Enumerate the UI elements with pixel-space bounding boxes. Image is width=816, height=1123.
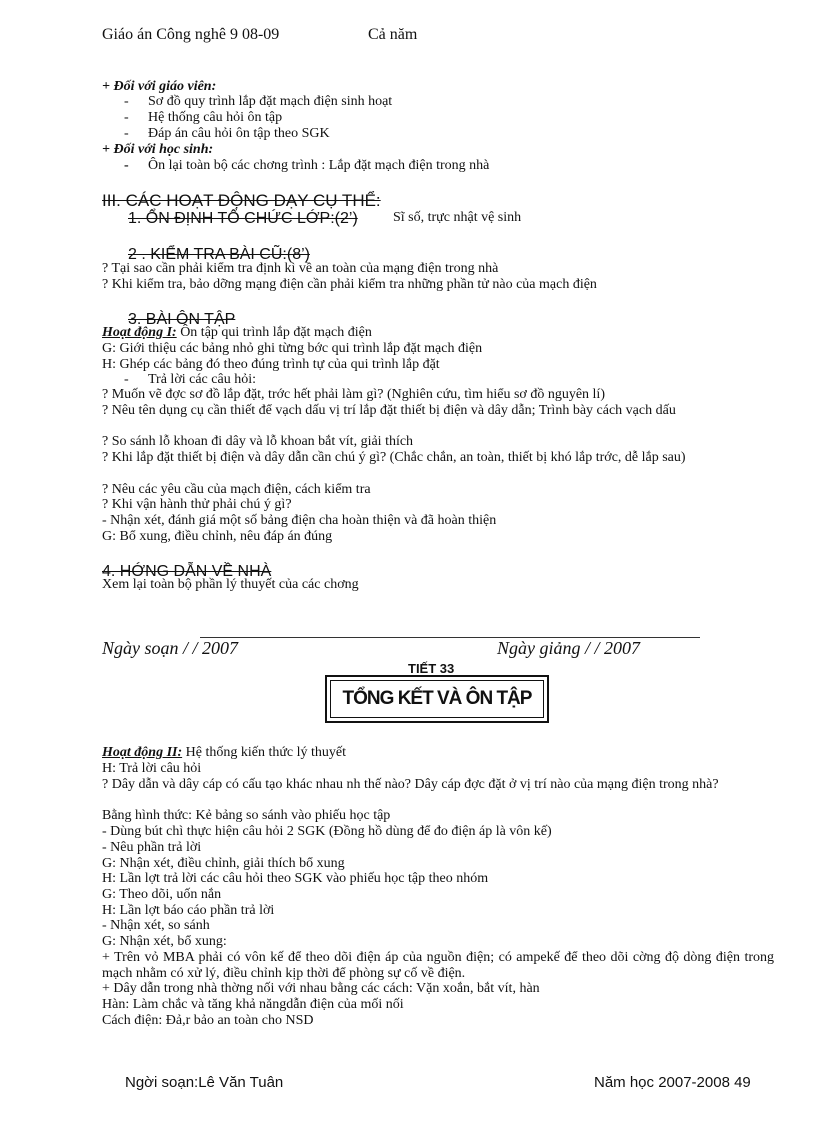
item1-title: 1. ỔN ĐỊNH TỔ CHỨC LỚP:(2’)	[128, 210, 358, 227]
activity2-line: + Dây dẫn trong nhà thờng nối với nhau bằng các cách: Vặn xoắn, bắt vít, hàn	[102, 981, 540, 996]
item2-title: 2 . KIỂM TRA BÀI CŨ:(8’)	[128, 246, 310, 263]
activity1-line: - Trả lời các câu hỏi:	[124, 372, 256, 387]
activity1-line: ? Muốn vẽ đợc sơ đồ lắp đặt, trớc hết phải làm gì? (Nghiên cứu, tìm hiểu sơ đồ nguyên lí)	[102, 387, 605, 402]
homework-title: 4. HỚNG DẪN VỀ NHÀ	[102, 563, 272, 580]
check-question: ? Tại sao cần phải kiểm tra định kì về an toàn của mạng điện trong nhà	[102, 261, 499, 276]
teacher-item: - Sơ đồ quy trình lắp đặt mạch điện sinh hoạt	[124, 94, 393, 109]
activity2-line: - Nêu phần trả lời	[102, 840, 202, 855]
date-giang: Ngày giảng / / 2007	[497, 638, 640, 658]
activity2-line: Cách điện: Đả,r bảo an toàn cho NSD	[102, 1013, 314, 1028]
item1-note: Sĩ số, trực nhật vệ sinh	[393, 210, 522, 225]
student-heading: + Đối với học sinh:	[102, 142, 214, 157]
activity1-line: ? Nêu các yêu cầu của mạch điện, cách kiểm tra	[102, 482, 371, 497]
activity2-line: - Dùng bút chì thực hiện câu hỏi 2 SGK (Đồng hồ dùng để đo điện áp là vôn kế)	[102, 824, 552, 839]
teacher-item: - Hệ thống câu hỏi ôn tập	[124, 110, 283, 125]
footer-year-page: Năm học 2007-2008 49	[594, 1074, 751, 1091]
activity1-line: - Nhận xét, đánh giá một số bảng điện cha hoàn thiện và đã hoàn thiện	[102, 513, 497, 528]
header-left: Giáo án Công nghê 9 08-09	[102, 26, 280, 43]
activity2-line: G: Theo dõi, uốn nắn	[102, 887, 222, 902]
activity2-line: + Trên vỏ MBA phải có vôn kế để theo dõi điện áp của nguồn điện; có ampekế để theo dõi cờng độ dòng điện trong mạch nhằm có xử lý, điều chỉnh kịp thời để phòng sự cố về điện.	[102, 950, 774, 981]
activity1-line: ? So sánh lỗ khoan đi dây và lỗ khoan bắt vít, giải thích	[102, 434, 414, 449]
activity1-line: ? Khi lắp đặt thiết bị điện và dây dẫn cần chú ý gì? (Chắc chắn, an toàn, thiết bị khó lắp trớc, dễ lắp sau)	[102, 450, 686, 465]
teacher-item: - Đáp án câu hỏi ôn tập theo SGK	[124, 126, 330, 141]
activity1-line: G: Bổ xung, điều chỉnh, nêu đáp án đúng	[102, 529, 333, 544]
footer-author: Ngời soạn:Lê Văn Tuân	[125, 1074, 284, 1091]
activity2-line: H: Trả lời câu hỏi	[102, 761, 202, 776]
student-item: - Ôn lại toàn bộ các chơng trình : Lắp đặt mạch điện trong nhà	[124, 158, 490, 173]
activity2-line: H: Lần lợt báo cáo phần trả lời	[102, 903, 275, 918]
lesson-number: TIẾT 33	[408, 661, 455, 674]
homework-text: Xem lại toàn bộ phần lý thuyết của các chơng	[102, 577, 359, 592]
header-right: Cả năm	[368, 26, 418, 43]
teacher-heading: + Đối với giáo viên:	[102, 79, 217, 94]
activity1-line: ? Khi vận hành thử phải chú ý gì?	[102, 497, 292, 512]
activity2-line: G: Nhận xét, bổ xung:	[102, 934, 227, 949]
activity2-line: Bằng hình thức: Kẻ bảng so sánh vào phiếu học tập	[102, 808, 391, 823]
activity1-line: H: Ghép các bảng đó theo đúng trình tự của qui trình lắp đặt	[102, 357, 440, 372]
title-box	[325, 675, 549, 723]
section-heading: III. CÁC HOẠT ĐỘNG DẠY CỤ THỂ:	[102, 191, 381, 210]
date-soan: Ngày soạn / / 2007	[102, 638, 239, 658]
activity2-line: ? Dây dẫn và dây cáp có cấu tạo khác nhau nh thế nào? Dây cáp đợc đặt ở vị trí nào của mạng điện trong nhà?	[102, 777, 719, 792]
lesson-title: TỔNG KẾT VÀ ÔN TẬP	[342, 688, 532, 709]
check-question: ? Khi kiểm tra, bảo dỡng mạng điện cần phải kiểm tra những phần tử nào của mạch điện	[102, 277, 597, 292]
activity1-heading: Hoạt động I: Ôn tập qui trình lắp đặt mạch điện	[102, 325, 372, 340]
activity2-line: Hàn: Làm chắc và tăng khả năngdẫn điện của mối nối	[102, 997, 404, 1012]
item3-title: 3. BÀI ÔN TẬP	[128, 311, 236, 328]
activity1-line: G: Giới thiệu các bảng nhỏ ghi từng bớc qui trình lắp đặt mạch điện	[102, 341, 483, 356]
activity2-line: G: Nhận xét, điều chỉnh, giải thích bổ xung	[102, 856, 345, 871]
activity1-line: ? Nêu tên dụng cụ cần thiết để vạch dấu vị trí lắp đặt thiết bị điện và dây dẫn; Trình bày cách vạch dấu	[102, 403, 676, 418]
activity2-line: H: Lần lợt trả lời các câu hỏi theo SGK vào phiếu học tập theo nhóm	[102, 871, 489, 886]
activity2-heading: Hoạt động II: Hệ thống kiến thức lý thuyết	[102, 745, 347, 760]
activity2-line: - Nhận xét, so sánh	[102, 918, 210, 933]
